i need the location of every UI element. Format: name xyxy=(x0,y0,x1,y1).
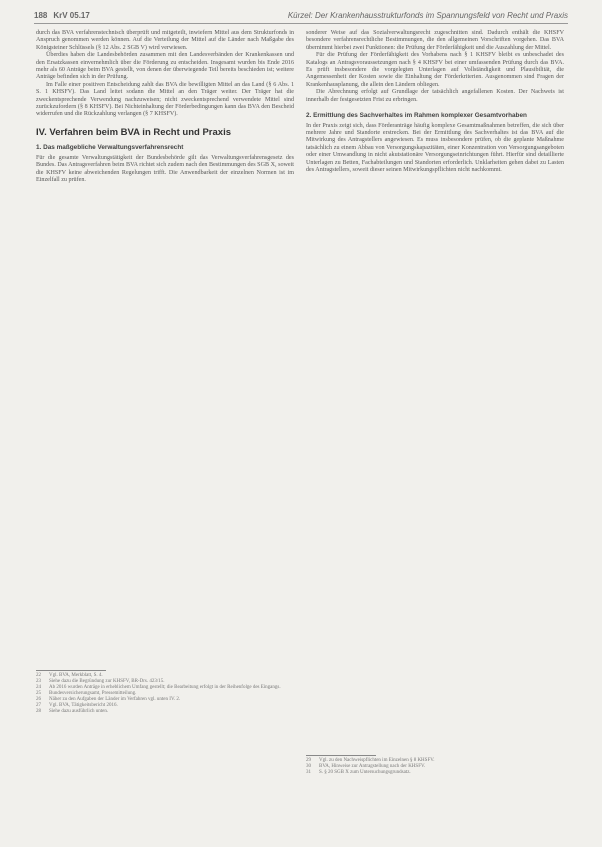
footnote: 30 BVA, Hinweise zur Antragstellung nach der KHSFV. xyxy=(306,764,426,769)
subsection-heading-1: 1. Das maßgebliche Verwaltungsverfahrensrecht xyxy=(36,144,184,152)
header-rule xyxy=(34,23,568,24)
left-paragraph-3: Im Falle einer positiven Entscheidung zahlt das BVA die bewilligten Mittel an das Land (§ 6 Abs. 1 S. 1 KHSFV). Das Land leitet sodann die Mittel an den Träger weiter. Der Träger hat die zweckentsprechende Verwendung nachzuweisen; nicht zweckentsprechend verwendete Mittel sind zurückzufordern (§ 8 KHSFV). Bei Nichteinhaltung der Förderbedingungen kann das BVA den Bescheid widerrufen und die Rückzahlung verlangen (§ 7 KHSFV). xyxy=(36,81,294,118)
footnotes-right xyxy=(306,755,564,776)
page-header xyxy=(34,8,568,22)
footnote-rule-left xyxy=(36,670,106,671)
right-paragraph-1: sonderer Weise auf das Sozialverwaltungsrecht zugeschnitten sind. Dadurch enthält die KHSFV besondere verfahrensrechtliche Bestimmungen, die den allgemeinen Vorschriften vorgehen. Das BVA übernimmt hierbei zwei Funktionen: die Prüfung der Förderfähigkeit und die Auszahlung der Mittel. xyxy=(306,30,564,51)
footnote-rule-right xyxy=(306,755,376,756)
footnote: 27 Vgl. BVA, Tätigkeitsbericht 2016. xyxy=(36,703,118,708)
right-paragraph-3: Die Abrechnung erfolgt auf Grundlage der tatsächlich angefallenen Kosten. Der Nachweis ist innerhalb der festgesetzten Frist zu erbringen. xyxy=(306,89,564,103)
left-column xyxy=(36,30,294,185)
left-paragraph-2: Überdies haben die Landesbehörden zusammen mit den Landesverbänden der Krankenkassen und den Ersatzkassen einvernehmlich über die Förderung zu entscheiden. Insgesamt wurden bis Ende 2016 mehr als 60 Anträge beim BVA gestellt, von denen der überwiegende Teil bereits beschieden ist; weitere Anträge befinden sich in der Prüfung. xyxy=(36,52,294,81)
header-left xyxy=(34,11,90,20)
footnote: 22 Vgl. BVA, Merkblatt, S. 4. xyxy=(36,673,103,678)
subsection-1-text: Für die gesamte Verwaltungstätigkeit der Bundesbehörde gilt das Verwaltungsverfahrensgesetz des Bundes. Das Antragsverfahren beim BVA richtet sich zudem nach den Bestimmungen des SGB X, soweit die KHSFV keine abweichenden Regelungen trifft. Die Anwendbarkeit der einzelnen Normen ist im Einzelfall zu prüfen. xyxy=(36,154,294,184)
footnote: 31 S. § 20 SGB X zum Untersuchungsgrundsatz. xyxy=(306,770,411,775)
left-paragraph-1: durch das BVA verfahrenstechnisch überprüft und mitgeteilt, inwiefern Mittel aus dem Strukturfonds in Anspruch genommen werden können. Auf die Verteilung der Mittel auf die Länder nach Maßgabe des Königsteiner Schlüssels (§ 12 Abs. 2 SGB V) wird verwiesen. xyxy=(36,30,294,51)
footnotes-left xyxy=(36,670,294,715)
right-column xyxy=(306,30,564,175)
subsection-heading-2: 2. Ermittlung des Sachverhaltes im Rahmen komplexer Gesamtvorhaben xyxy=(306,112,527,120)
footnote: 23 Siehe dazu die Begründung zur KHSFV, BR-Drs. 423/15. xyxy=(36,679,165,684)
footnote: 25 Bundesversicherungsamt, Pressemitteilung. xyxy=(36,691,137,696)
subsection-2-text: In der Praxis zeigt sich, dass Förderanträge häufig komplexe Gesamtmaßnahmen betreffen, die sich über mehrere Jahre und Standorte erstrecken. Bei der Ermittlung des Sachverhaltes ist das BVA auf die Mitwirkung des Antragstellers angewiesen. Es muss insbesondere prüfen, ob die geplante Maßnahme tatsächlich zu einem Abbau von Versorgungskapazitäten, einer Konzentration von Versorgungsangeboten oder einer Umwandlung in nicht akutstationäre Versorgungseinrichtungen führt. Hierfür sind detaillierte Unterlagen zu Betten, Fachabteilungen und Standorten erforderlich. Unklarheiten gehen dabei zu Lasten des Antragstellers, soweit dieser seinen Mitwirkungspflichten nicht nachkommt. xyxy=(306,122,564,174)
footnote: 28 Siehe dazu ausführlich unten. xyxy=(36,709,109,714)
footnote: 26 Näher zu den Aufgaben der Länder im Verfahren vgl. unten IV. 2. xyxy=(36,697,181,702)
running-title: Kürzel: Der Krankenhausstrukturfonds im Spannungsfeld von Recht und Praxis xyxy=(287,10,568,20)
footnote: 29 Vgl. zu den Nachweispflichten im Einzelnen § 8 KHSFV. xyxy=(306,758,435,763)
journal-name: KrV 05.17 xyxy=(53,10,90,20)
footnote: 24 Ab 2016 wurden Anträge in erheblichem Umfang gestellt; die Bearbeitung erfolgt in der Reihenfolge des Eingangs. xyxy=(36,685,281,690)
page-number: 188 xyxy=(34,10,48,20)
section-heading: IV. Verfahren beim BVA in Recht und Praxis xyxy=(36,126,231,138)
right-paragraph-2: Für die Prüfung der Förderfähigkeit des Vorhabens nach § 1 KHSFV bleibt es unbeschadet des Katalogs an Antragsvoraussetzungen nach § 4 KHSFV bei einer umfassenden Prüfung durch das BVA. Es prüft insbesondere die vorgelegten Unterlagen auf Vollständigkeit und Plausibilität, die Angemessenheit der Kosten sowie die Einhaltung der Förderkriterien. Ausgenommen sind Fragen der Krankenhausplanung, die allein den Ländern obliegen. xyxy=(306,52,564,88)
